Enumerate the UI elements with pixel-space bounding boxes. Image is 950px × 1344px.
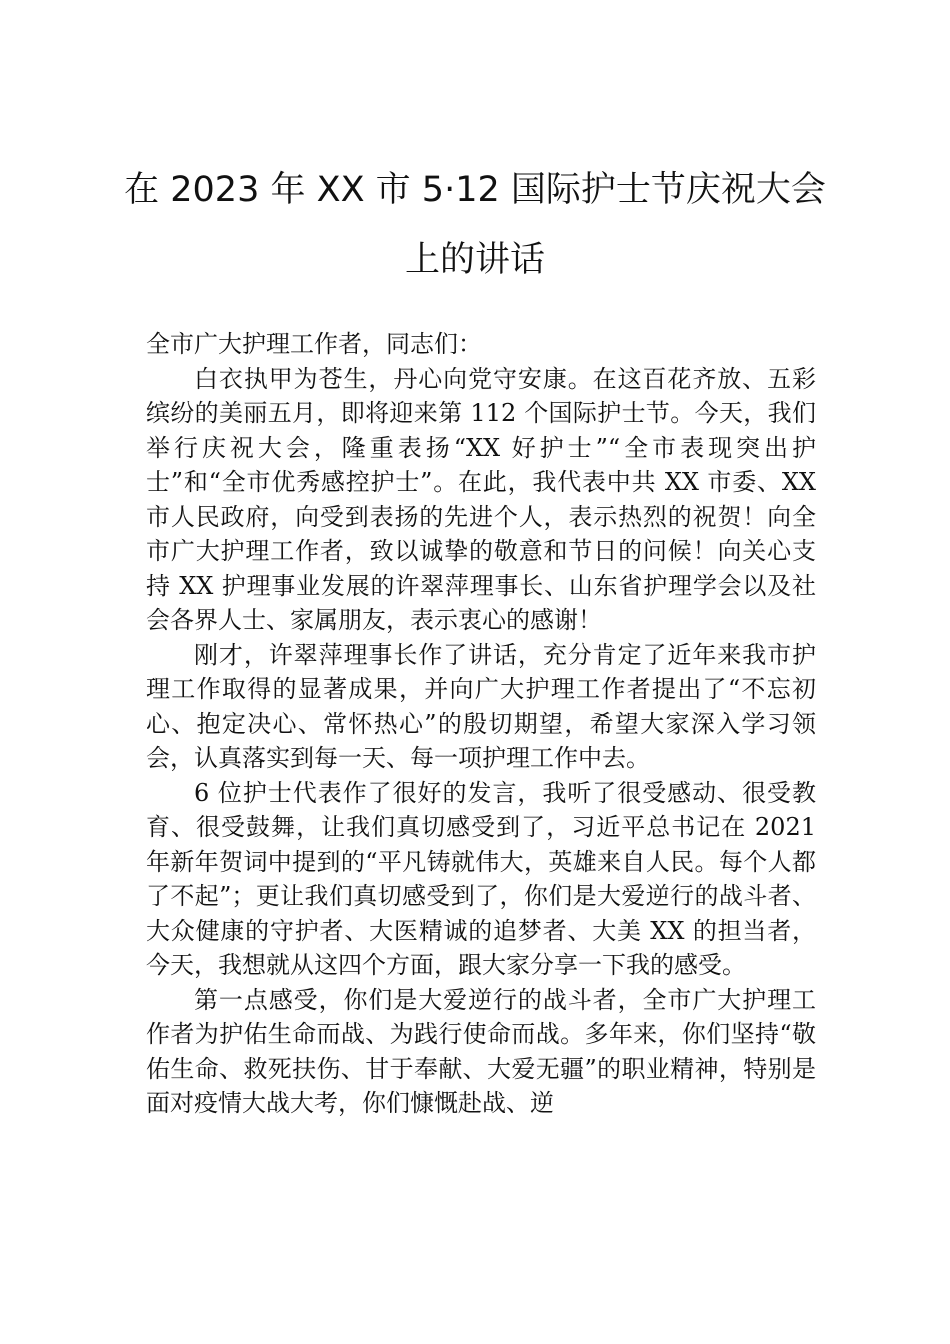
document-title-line-2: 上的讲话	[404, 240, 545, 280]
document-body	[146, 327, 816, 1121]
paragraph-speech-response: 刚才，许翠萍理事长作了讲话，充分肯定了近年来我市护理工作取得的显著成果，并向广大护理工作者提出了“不忘初心、抱定决心、常怀热心”的殷切期望，希望大家深入学习领会，认真落实到每一天、每一项护理工作中去。	[146, 640, 816, 772]
document-title-line-1: 在 2023 年 XX 市 5·12 国际护士节庆祝大会	[124, 170, 826, 210]
paragraph-opening: 白衣执甲为苍生，丹心向党守安康。在这百花齐放、五彩缤纷的美丽五月，即将迎来第 112 个国际护士节。今天，我们举行庆祝大会，隆重表扬“XX 好护士”“全市表现突出护士”和“全市优秀感控护士”。在此，我代表中共 XX 市委、XX 市人民政府，向受到表扬的先进个人，表示热烈的祝贺！向全市广大护理工作者，致以诚挚的敬意和节日的问候！向关心支持 XX 护理事业发展的许翠萍理事长、山东省护理学会以及社会各界人士、家属朋友，表示衷心的感谢！	[146, 364, 816, 634]
paragraph-nurse-representatives: 6 位护士代表作了很好的发言，我听了很受感动、很受教育、很受鼓舞，让我们真切感受到了，习近平总书记在 2021 年新年贺词中提到的“平凡铸就伟大，英雄来自人民。每个人都了不起”；更让我们真切感受到了，你们是大爱逆行的战斗者、大众健康的守护者、大医精诚的追梦者、大美 XX 的担当者，今天，我想就从这四个方面，跟大家分享一下我的感受。	[146, 778, 816, 979]
salutation: 全市广大护理工作者，同志们：	[146, 330, 482, 358]
paragraph-first-point: 第一点感受，你们是大爱逆行的战斗者，全市广大护理工作者为护佑生命而战、为践行使命而战。多年来，你们坚持“敬佑生命、救死扶伤、甘于奉献、大爱无疆”的职业精神，特别是面对疫情大战大考，你们慷慨赴战、逆	[146, 985, 816, 1117]
